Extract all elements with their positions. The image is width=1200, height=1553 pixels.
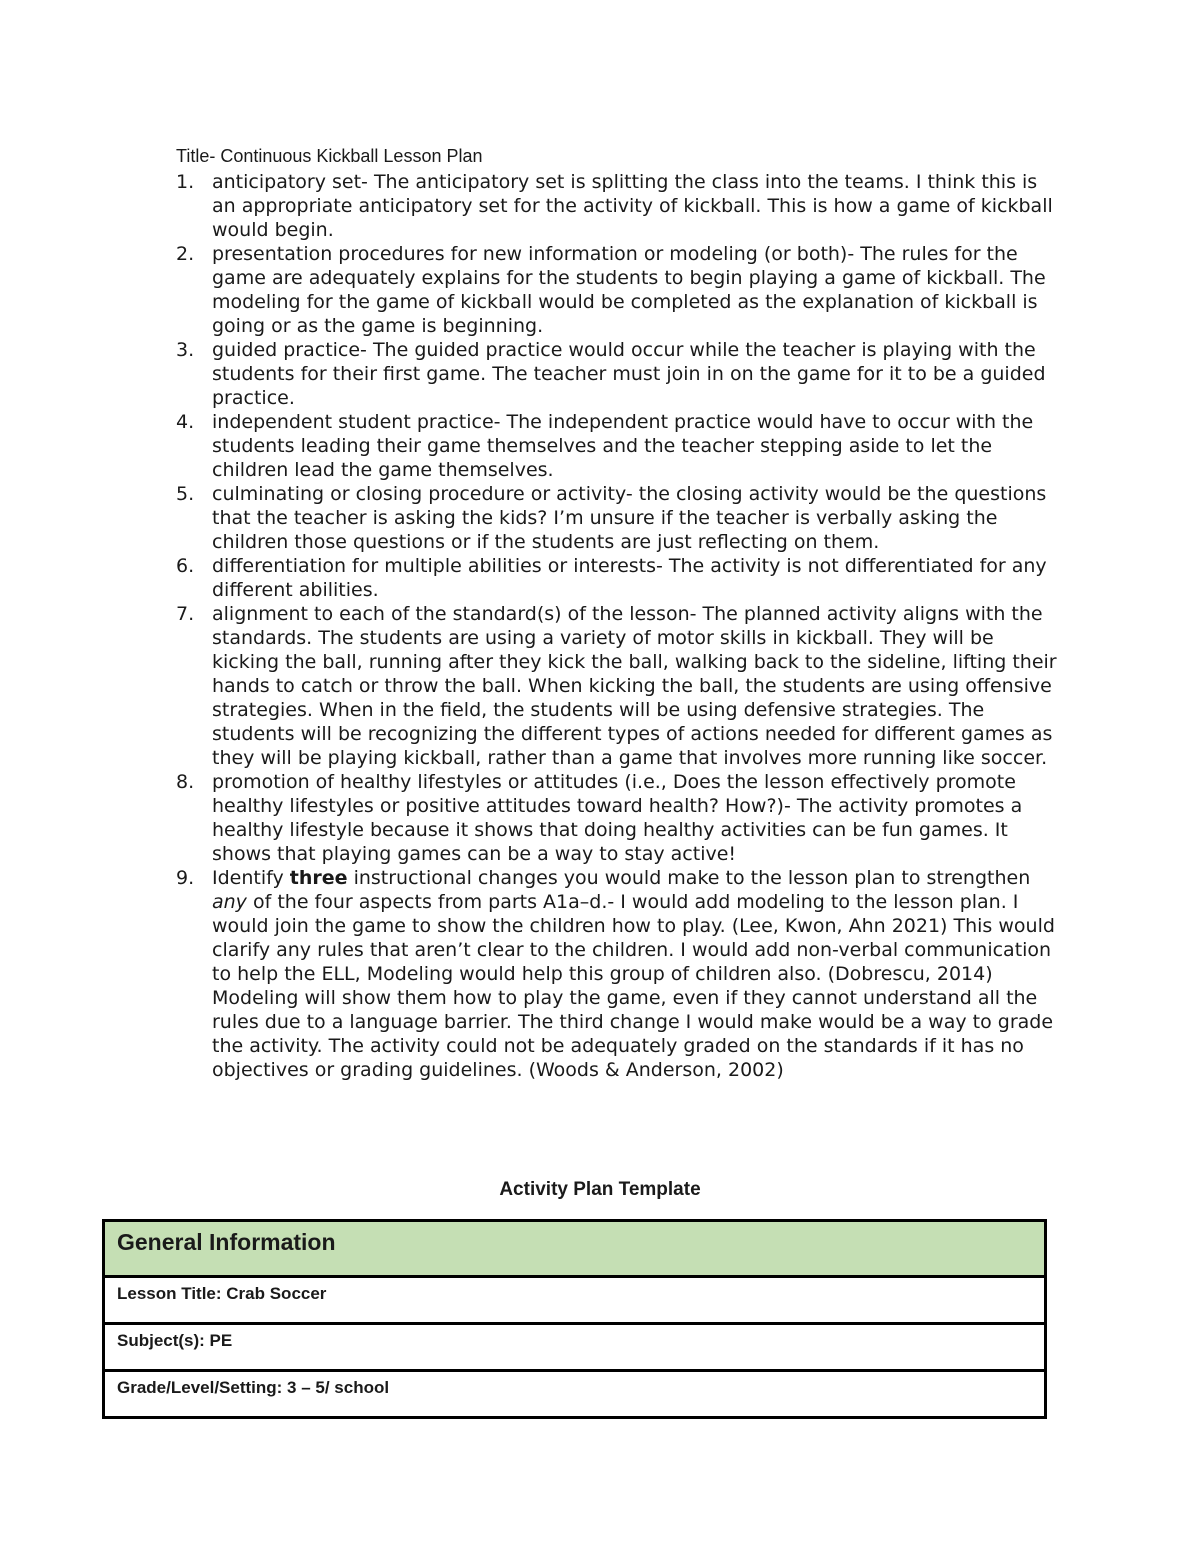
list-item [176, 242, 1066, 338]
list-number: 4. [176, 411, 195, 433]
list-text: promotion of healthy lifestyles or attitudes (i.e., Does the lesson effectively promote healthy lifestyles or positive attitudes toward health? How?)- The activity promotes a healthy lifestyle because it shows that doing healthy activities can be fun games. It shows that playing games can be a way to stay active! [212, 771, 1023, 865]
list-item [176, 410, 1066, 482]
list-number: 6. [176, 555, 195, 577]
list-number: 5. [176, 483, 195, 505]
template-heading: Activity Plan Template [499, 1179, 701, 1200]
list-text: guided practice- The guided practice would occur while the teacher is playing with the students for their first game. The teacher must join in on the game for it to be a guided practice. [212, 339, 1046, 409]
lesson-plan-list [176, 170, 1066, 1082]
table-header: General Information [104, 1221, 1046, 1277]
list-number: 1. [176, 171, 195, 193]
list-text: alignment to each of the standard(s) of the lesson- The planned activity aligns with the standards. The students are using a variety of motor skills in kickball. They will be kicking the ball, running after they kick the ball, walking back to the sideline, lifting their hands to catch or throw the ball. When kicking the ball, the students are using offensive strategies. When in the field, the students will be using defensive strategies. The students will be recognizing the different types of actions needed for different games as they will be playing kickball, rather than a game that involves more running like soccer. [212, 603, 1057, 769]
table-row [104, 1324, 1046, 1371]
list-item [176, 770, 1066, 866]
emphasis-bold: three [289, 867, 348, 889]
list-item [176, 338, 1066, 410]
list-item [176, 866, 1066, 1082]
list-item [176, 602, 1066, 770]
list-number: 9. [176, 867, 195, 889]
list-number: 3. [176, 339, 195, 361]
lesson-title-cell: Lesson Title: Crab Soccer [104, 1277, 1046, 1324]
list-text: anticipatory set- The anticipatory set is splitting the class into the teams. I think this is an appropriate anticipatory set for the activity of kickball. This is how a game of kickball would begin. [212, 171, 1053, 241]
table-row [104, 1371, 1046, 1418]
list-number: 7. [176, 603, 195, 625]
list-text: presentation procedures for new information or modeling (or both)- The rules for the game are adequately explains for the students to begin playing a game of kickball. The modeling for the game of kickball would be completed as the explanation of kickball is going or as the game is beginning. [212, 243, 1046, 337]
list-item [176, 554, 1066, 602]
list-number: 8. [176, 771, 195, 793]
list-text: Identify three instructional changes you would make to the lesson plan to strengthen any of the four aspects from parts A1a–d.- I would add modeling to the lesson plan. I would join the game to show the children how to play. (Lee, Kwon, Ahn 2021) This would clarify any rules that aren’t clear to the children. I would add non-verbal communication to help the ELL, Modeling would help this group of children also. (Dobrescu, 2014) Modeling will show them how to play the game, even if they cannot understand all the rules due to a language barrier. The third change I would make would be a way to grade the activity. The activity could not be adequately graded on the standards if it has no objectives or grading guidelines. (Woods & Anderson, 2002) [212, 867, 1055, 1081]
table-row [104, 1277, 1046, 1324]
list-item [176, 482, 1066, 554]
emphasis-italic: any [212, 891, 247, 913]
list-text: independent student practice- The independent practice would have to occur with the students leading their game themselves and the teacher stepping aside to let the children lead the game themselves. [212, 411, 1034, 481]
list-text: culminating or closing procedure or activity- the closing activity would be the questions that the teacher is asking the kids? I’m unsure if the teacher is verbally asking the children those questions or if the students are just reflecting on them. [212, 483, 1047, 553]
subject-cell: Subject(s): PE [104, 1324, 1046, 1371]
document-title: Title- Continuous Kickball Lesson Plan [176, 146, 483, 166]
general-information-table [102, 1219, 1047, 1419]
list-number: 2. [176, 243, 195, 265]
grade-level-cell: Grade/Level/Setting: 3 – 5/ school [104, 1371, 1046, 1418]
list-item [176, 170, 1066, 242]
list-text: differentiation for multiple abilities or interests- The activity is not differentiated for any different abilities. [212, 555, 1047, 601]
